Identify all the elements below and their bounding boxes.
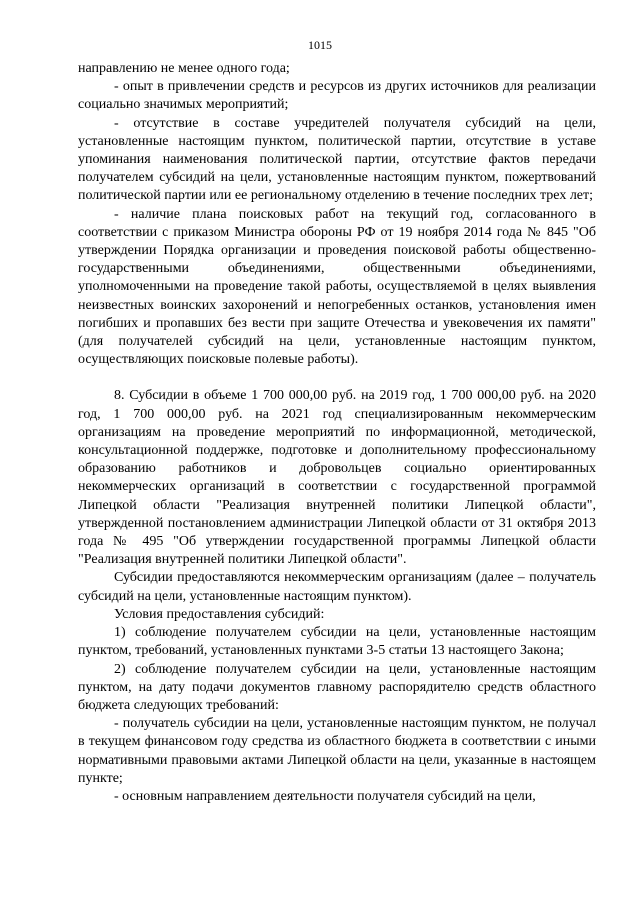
page-number: 1015 bbox=[308, 38, 332, 52]
paragraph-spacer bbox=[78, 369, 596, 387]
paragraph: Субсидии предоставляются некоммерческим организациям (далее – получатель субсидий на цели, установленные настоящим пунктом). bbox=[78, 570, 596, 604]
paragraph: - отсутствие в составе учредителей получателя субсидий на цели, установленные настоящим пунктом, политической партии, отсутствие в уставе упоминания наименования политической партии, отсутствие фактов передачи получателем субсидий на цели, установленные настоящим пунктом, пожертвований политической партии или ее региональному отделению в течение последних трех лет; bbox=[78, 115, 596, 204]
paragraph: - наличие плана поисковых работ на текущий год, согласованного в соответствии с приказом Министра обороны РФ от 19 ноября 2014 года № 845 "Об утверждении Порядка организации и проведения поисковой работы общественно-государственными объединениями, общественными объединениями, уполномоченными на проведение такой работы, осуществляемой в целях выявления неизвестных воинских захоронений и непогребенных останков, установления имен погибших и пропавших без вести при защите Отечества и увековечения их памяти" (для получателей субсидий на цели, установленные настоящим пунктом, осуществляющих поисковые полевые работы). bbox=[78, 206, 596, 368]
paragraph: 8. Субсидии в объеме 1 700 000,00 руб. на 2019 год, 1 700 000,00 руб. на 2020 год, 1 700 000,00 руб. на 2021 год специализированным некоммерческим организациям на проведение мероприятий по информационной, методической, консультационной поддержке, подготовке и дополнительному профессиональному образованию работников и добровольцев социально ориентированных некоммерческих организаций в соответствии с государственной программой Липецкой области "Реализация внутренней политики Липецкой области", утвержденной постановлением администрации Липецкой области от 31 октября 2013 года № 495 "Об утверждении государственной программы Липецкой области "Реализация внутренней политики Липецкой области". bbox=[78, 388, 596, 568]
paragraph: - получатель субсидии на цели, установленные настоящим пунктом, не получал в текущем финансовом году средства из областного бюджета в соответствии с иными нормативными правовыми актами Липецкой области на цели, указанные в настоящем пункте; bbox=[78, 716, 596, 786]
document-body bbox=[78, 60, 596, 806]
paragraph: Условия предоставления субсидий: bbox=[114, 606, 325, 622]
paragraph: - опыт в привлечении средств и ресурсов из других источников для реализации социально значимых мероприятий; bbox=[78, 79, 596, 113]
paragraph: 2) соблюдение получателем субсидии на цели, установленные настоящим пунктом, на дату подачи документов главному распорядителю средств областного бюджета следующих требований: bbox=[78, 661, 596, 713]
paragraph: - основным направлением деятельности получателя субсидий на цели, bbox=[114, 788, 536, 804]
paragraph: направлению не менее одного года; bbox=[78, 61, 290, 76]
paragraph: 1) соблюдение получателем субсидии на цели, установленные настоящим пунктом, требований, установленных пунктами 3-5 статьи 13 настоящего Закона; bbox=[78, 625, 596, 659]
